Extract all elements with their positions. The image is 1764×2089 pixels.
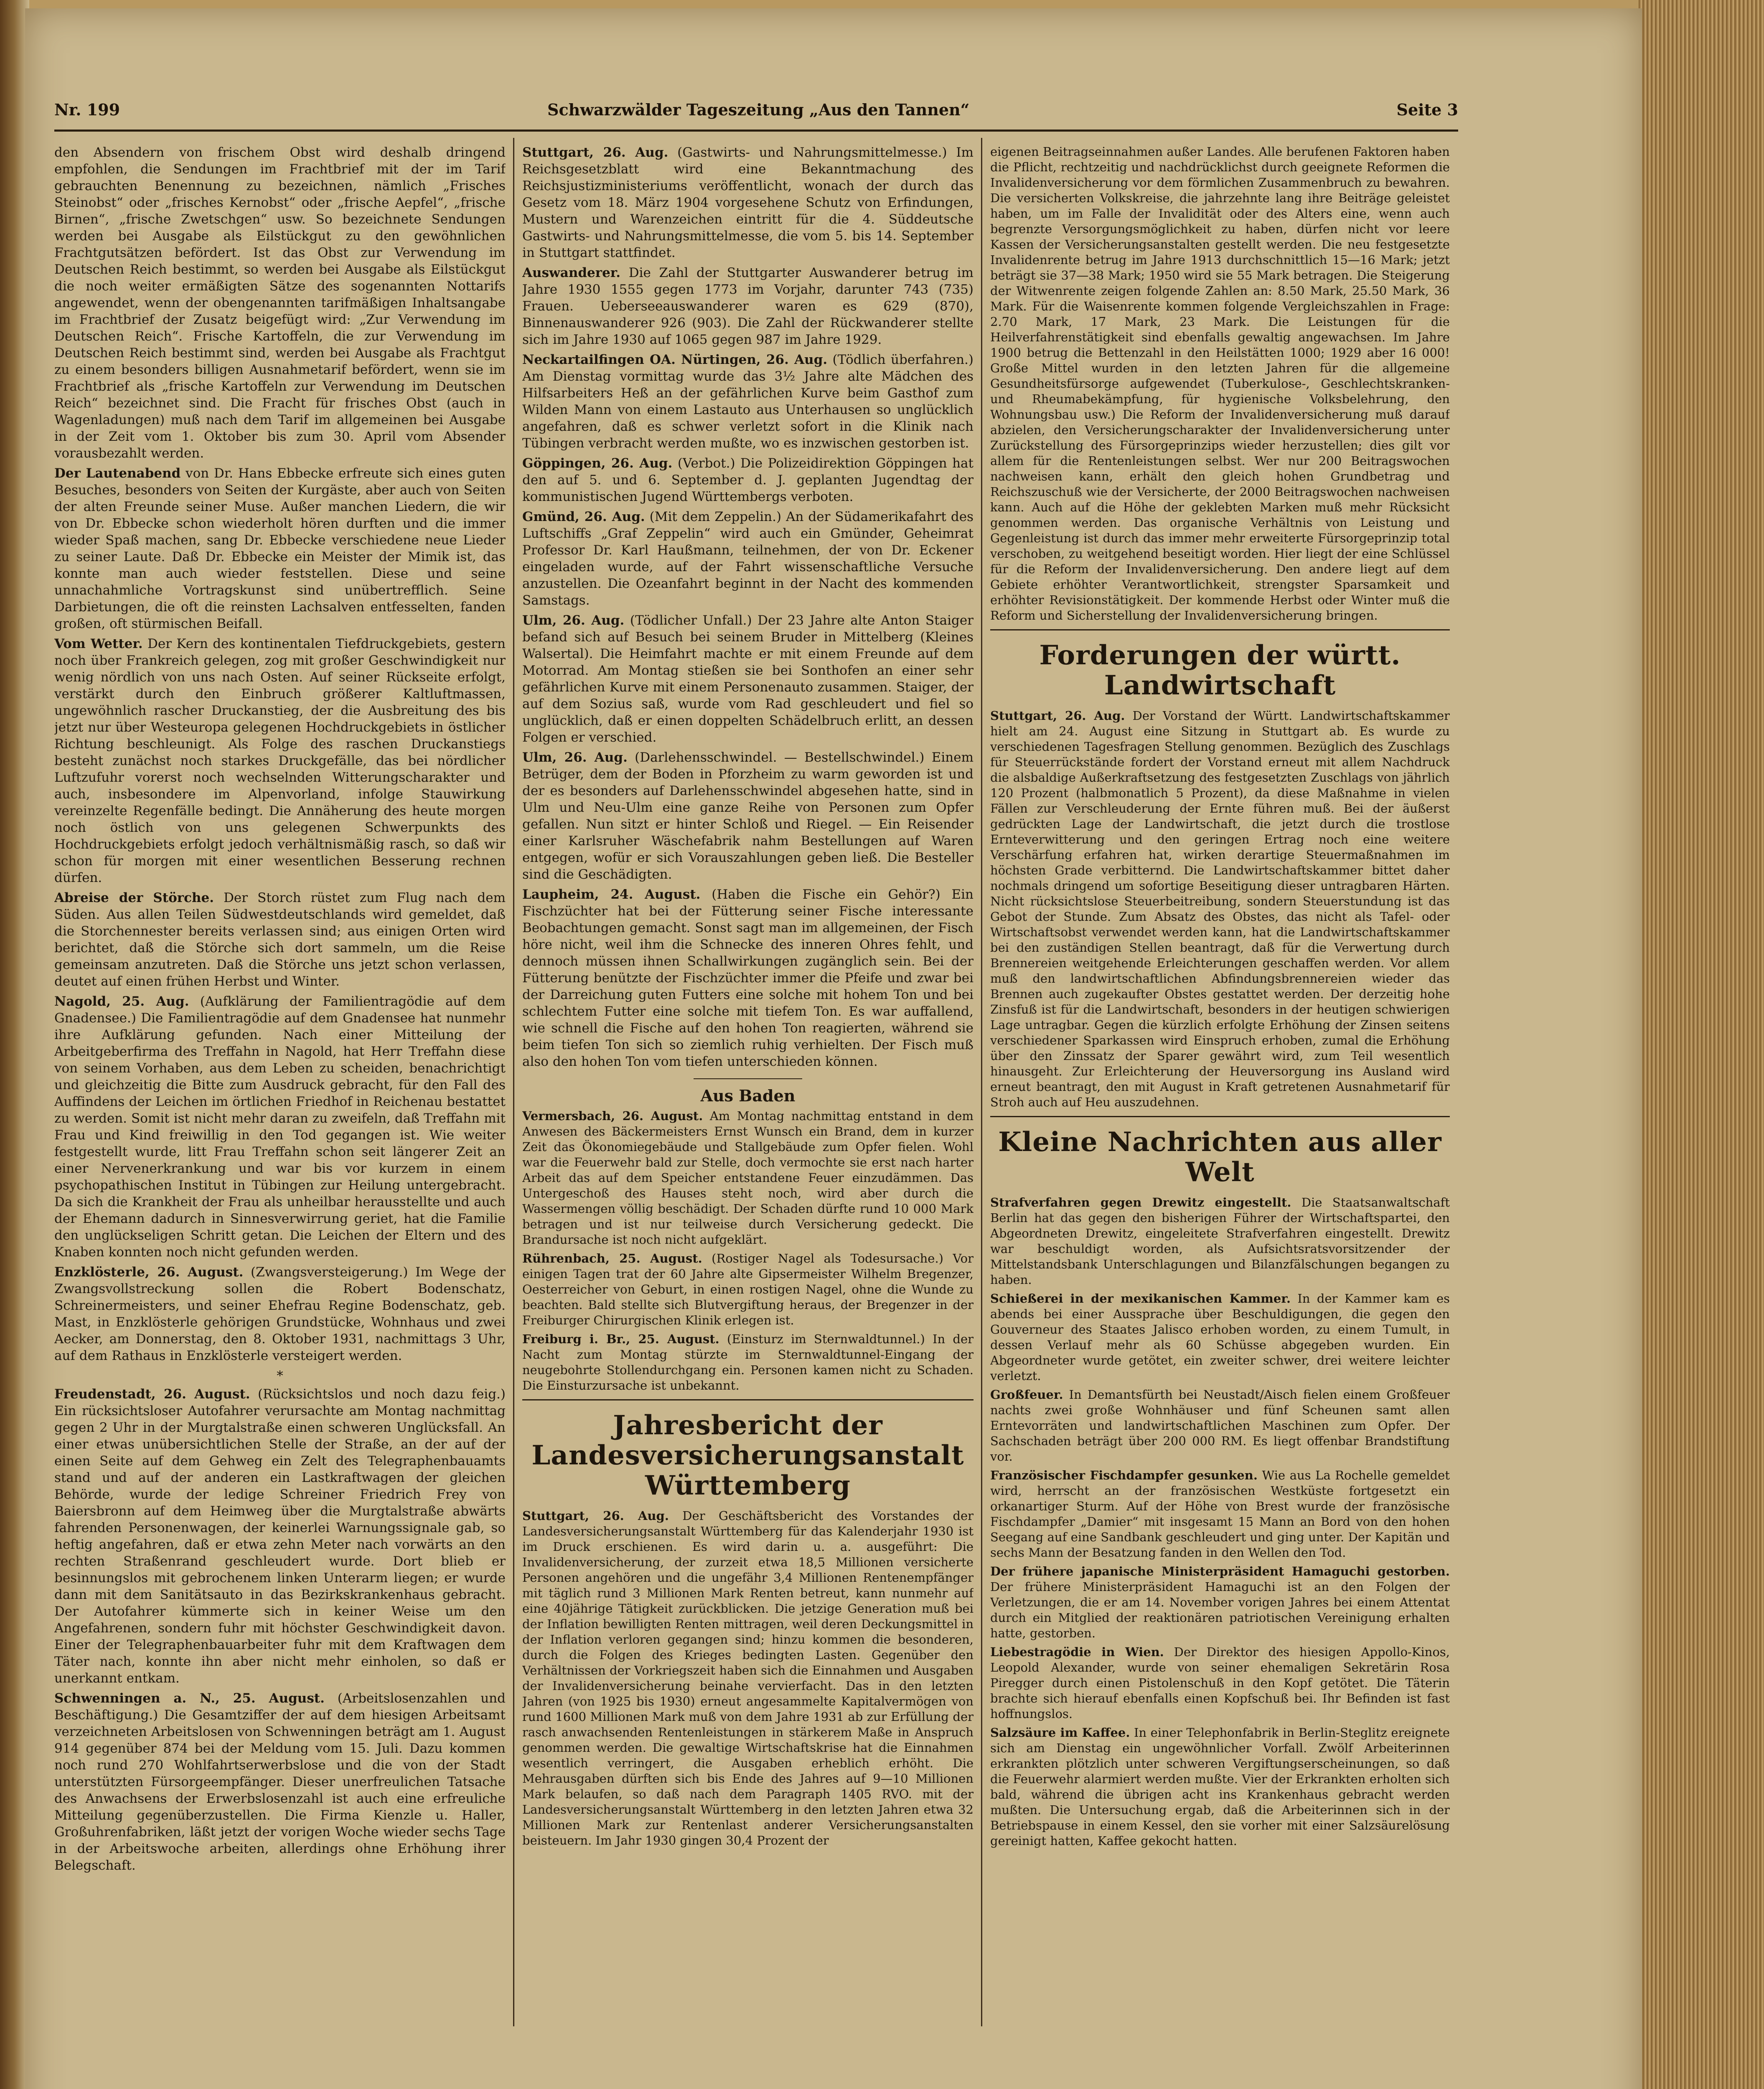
article-text: Die Zahl der Stuttgarter Auswanderer betrug im Jahre 1930 1555 gegen 1773 im Vorjahr, darunter 743 (735) Frauen. Ueberseeauswanderer waren es 629 (870), Binnenauswanderer 926 (903). Die Zahl der Rückwanderer stellte sich im Jahre 1930 auf 1065 gegen 987 im Jahre 1929. xyxy=(522,265,974,347)
article-text: (Mit dem Zeppelin.) An der Südamerikafahrt des Luftschiffs „Graf Zeppelin“ wird auch ein Gmünder, Geheimrat Professor Dr. Karl Haußmann, teilnehmen, der von Dr. Eckener eingeladen wurde, auf der Fahrt wissenschaftliche Versuche anzustellen. Die Ozeanfahrt beginnt in der Nacht des kommenden Samstags. xyxy=(522,509,974,608)
article-text: (Zwangsversteigerung.) Im Wege der Zwangsvollstreckung sollen die Robert Bodenschatz, Schreinermeisters, und seiner Ehefrau Regine Bodenschatz, geb. Mast, in Enzklösterle gehörigen Grundstücke, Wohnhaus und zwei Aecker, am Donnerstag, den 8. Oktober 1931, nachmittags 3 Uhr, auf dem Rathaus in Enzklösterle versteigert werden. xyxy=(54,1265,506,1363)
article-lead: Französischer Fischdampfer gesunken. xyxy=(990,1468,1258,1482)
article xyxy=(54,993,506,1261)
article-lead: Nagold, 25. Aug. xyxy=(54,994,189,1009)
article-text: Der Geschäftsbericht des Vorstandes der Landesversicherungsanstalt Württemberg für das Kalenderjahr 1930 ist im Druck erschienen. Es wird darin u. a. ausgeführt: Die Invalidenversicherung, der zurzeit etwa 18,5 Millionen versicherte Personen angehören und die ungefähr 3,4 Millionen Rentenempfänger mit täglich rund 3 Millionen Mark Renten betreut, kann nunmehr auf eine 40jährige Tätigkeit zurückblicken. Die jetzige Generation muß bei der Inflation bewilligten Renten mittragen, weil deren Deckungsmittel in der Inflation verloren gegangen sind; hinzu kommen die besonderen, durch die Folgen des Krieges bedingten Lasten. Gegenüber den Verhältnissen der Vorkriegszeit haben sich die Einnahmen und Ausgaben der Invalidenversicherung beinahe vervierfacht. Das in den letzten Jahren (von 1925 bis 1930) erneut angesammelte Kapitalvermögen von rund 1600 Millionen Mark muß von dem Jahre 1931 ab zur Erfüllung der rasch anwachsenden Rentenleistungen in stärkerem Maße in Anspruch genommen werden. Die gewaltige Wirtschaftskrise hat die Einnahmen wesentlich verringert, die Ausgaben erheblich erhöht. Die Mehrausgaben dürften sich bis Ende des Jahres auf 9—10 Millionen Mark belaufen, so daß nach dem Paragraph 1405 RVO. mit der Landesversicherungsanstalt Württemberg in den letzten Jahren etwa 32 Millionen Mark zur Rentenlast anderer Versicherungsanstalten beisteuern. Im Jahr 1930 gingen 30,4 Prozent der xyxy=(522,1509,974,1848)
column-1 xyxy=(54,144,506,2049)
article xyxy=(990,1387,1450,1464)
article xyxy=(522,508,974,609)
issue-number: Nr. 199 xyxy=(54,100,120,119)
article-lead: Neckartailfingen OA. Nürtingen, 26. Aug. xyxy=(522,352,828,367)
article-text: Der Storch rüstet zum Flug nach dem Süden. Aus allen Teilen Südwestdeutschlands wird gemeldet, daß die Storchennester bereits verlassen sind; aus einigen Orten wird berichtet, daß die Störche sich dort sammeln, um die Reise gemeinsam anzutreten. Daß die Störche uns jetzt schon verlassen, deutet auf einen frühen Herbst und Winter. xyxy=(54,890,506,989)
article-text: In der Kammer kam es abends bei einer Aussprache über Beschuldigungen, die gegen den Gouverneur des Staates Jalisco erhoben worden, zu einem Tumult, in dessen Verlauf mehr als 60 Schüsse abgegeben wurden. Ein Abgeordneter wurde getötet, ein zweiter schwer, drei weitere leichter verletzt. xyxy=(990,1291,1450,1383)
article-lead: Der Lautenabend xyxy=(54,466,181,481)
article-lead: Abreise der Störche. xyxy=(54,890,214,905)
article-text: (Darlehensschwindel. — Bestellschwindel.) Einem Betrüger, dem der Boden in Pforzheim zu warm geworden ist und der es besonders auf Darlehensschwindel abgesehen hatte, sind in Ulm und Neu-Ulm eine ganze Reihe von Personen zum Opfer gefallen. Nun sitzt er hinter Schloß und Riegel. — Ein Reisender einer Karlsruher Wäschefabrik nahm Bestellungen auf Waren entgegen, wofür er sich Vorauszahlungen geben ließ. Die Besteller sind die Geschädigten. xyxy=(522,750,974,882)
masthead xyxy=(54,100,1458,130)
article xyxy=(522,1108,974,1248)
article xyxy=(54,465,506,632)
article xyxy=(522,1332,974,1393)
separator-star: * xyxy=(277,1368,283,1383)
article-lead: Stuttgart, 26. Aug. xyxy=(990,709,1125,723)
article-text: Der Direktor des hiesigen Appollo-Kinos, Leopold Alexander, wurde von seiner ehemaligen Sekretärin Rosa Piregger durch einen Pistolenschuß in den Kopf getötet. Die Täterin brachte sich hierauf ebenfalls einen Kopfschuß bei. Ihr Befinden ist fast hoffnungslos. xyxy=(990,1645,1450,1721)
section-heading-baden: Aus Baden xyxy=(700,1086,796,1105)
article-text: (Tödlicher Unfall.) Der 23 Jahre alte Anton Staiger befand sich auf Besuch bei seinem Bruder in Mittelberg (Kleines Walsertal). Die Heimfahrt machte er mit einem Freunde auf dem Motorrad. Am Montag stießen sie bei Sonthofen an einer sehr gefährlichen Kurve mit einem Personenauto zusammen. Staiger, der auf dem Sozius saß, wurde vom Rad geschleudert und fiel so unglücklich, daß er einen doppelten Schädelbruch erlitt, an dessen Folgen er verschied. xyxy=(522,613,974,745)
article-text: von Dr. Hans Ebbecke erfreute sich eines guten Besuches, besonders von Seiten der Kurgäste, aber auch von Seiten der alten Freunde seiner Muse. Außer manchen Liedern, die wir von Dr. Ebbecke schon wiederholt hören durften und die immer wieder Spaß machen, sang Dr. Ebbecke verschiedene neue Lieder zu seiner Laute. Daß Dr. Ebbecke ein Meister der Mimik ist, das konnte man auch wieder feststellen. Diese und seine unnachahmliche Vortragskunst sind unübertrefflich. Seine Darbietungen, die oft die reinsten Lachsalven entfesselten, fanden großen, oft stürmischen Beifall. xyxy=(54,466,506,631)
article xyxy=(990,1195,1450,1288)
article xyxy=(522,749,974,883)
article xyxy=(54,889,506,990)
article-lead: Vom Wetter. xyxy=(54,636,143,651)
article-text: (Tödlich überfahren.) Am Dienstag vormittag wurde das 3½ Jahre alte Mädchen des Hilfsarbeiters Heß an der gefährlichen Kurve beim Gasthof zum Wilden Mann von einem Lastauto aus Unterhausen so unglücklich angefahren, daß es schwer verletzt sofort in die Klinik nach Tübingen verbracht werden mußte, wo es inzwischen gestorben ist. xyxy=(522,352,974,451)
article-lead: Rührenbach, 25. August. xyxy=(522,1251,702,1266)
article-lead: Enzklösterle, 26. August. xyxy=(54,1265,244,1280)
article-text: In einer Telephonfabrik in Berlin-Steglitz ereignete sich am Dienstag ein ungewöhnlicher Vorfall. Zwölf Arbeiterinnen erkrankten plötzlich unter schweren Vergiftungserscheinungen, so daß die Feuerwehr alarmiert werden mußte. Vier der Erkrankten erholten sich bald, während die übrigen acht ins Krankenhaus gebracht werden mußten. Die Untersuchung ergab, daß die Arbeiterinnen sich in der Betriebspause in einem Kessel, den sie vorher mit einer Salzsäurelösung gereinigt hatten, Kaffee gekocht hatten. xyxy=(990,1726,1450,1848)
article-lead: Ulm, 26. Aug. xyxy=(522,750,628,765)
article-lead: Göppingen, 26. Aug. xyxy=(522,456,673,471)
article-lead: Stuttgart, 26. Aug. xyxy=(522,145,668,160)
column-3 xyxy=(990,144,1450,2049)
article xyxy=(990,1468,1450,1560)
column-rule xyxy=(513,138,514,2026)
article xyxy=(54,635,506,886)
article xyxy=(990,1291,1450,1384)
article-lead: Ulm, 26. Aug. xyxy=(522,613,625,628)
article-text: (Aufklärung der Familientragödie auf dem Gnadensee.) Die Familientragödie auf dem Gnadensee hat nunmehr ihre Aufklärung gefunden. Nach einer Mitteilung der Arbeitgeberfirma des Treffahn in Nagold, hat Herr Treffahn diese von seinem Vorhaben, aus dem Leben zu scheiden, benachrichtigt und gleichzeitig die Bitte zum Ausdruck gebracht, für den Fall des Auffindens der Leichen im örtlichen Friedhof in Reichenau bestattet zu werden. Somit ist nicht mehr daran zu zweifeln, daß Treffahn mit Frau und Kind freiwillig in den Tod gegangen ist. Wie weiter festgestellt wurde, litt Frau Treffahn schon seit längerer Zeit an einer Nervenerkrankung und war bis vor kurzem in einem psychopathischen Institut in Tübingen zur Heilung untergebracht. Da sich die Krankheit der Frau als unheilbar herausstellte und auch der Ehemann dadurch in Sinnesverwirrung geriet, hat die Familie den unglückseligen Schritt getan. Die Leichen der Eltern und des Knaben konnten noch nicht gefunden werden. xyxy=(54,994,506,1260)
article xyxy=(990,708,1450,1110)
masthead-rule xyxy=(54,130,1458,132)
article xyxy=(522,1251,974,1328)
article xyxy=(990,1725,1450,1849)
headline-kleine-nachrichten: Kleine Nachrichten aus aller Welt xyxy=(998,1126,1442,1188)
article xyxy=(522,886,974,1070)
column-2 xyxy=(522,144,974,2049)
article-text: Am Montag nachmittag entstand in dem Anwesen des Bäckermeisters Ernst Wunsch ein Brand, dem in kurzer Zeit das Ökonomiegebäude und Stallgebäude zum Opfer fielen. Wohl war die Feuerwehr bald zur Stelle, doch vermochte sie erst nach harter Arbeit das auf dem Speicher entstandene Feuer einzudämmen. Das Untergeschoß des Hauses steht noch, wird aber durch die Wassermengen völlig beschädigt. Der Schaden dürfte rund 10 000 Mark betragen und ist nur teilweise durch Versicherung gedeckt. Die Brandursache ist noch nicht aufgeklärt. xyxy=(522,1109,974,1247)
article-lead: Laupheim, 24. August. xyxy=(522,887,701,902)
article-lead: Auswanderer. xyxy=(522,265,621,280)
article xyxy=(522,455,974,505)
article xyxy=(54,1690,506,1874)
article-lead: Großfeuer. xyxy=(990,1388,1063,1402)
article-text: den Absendern von frischem Obst wird deshalb dringend empfohlen, die Sendungen im Frachtbrief mit der im Tarif gebrauchten Benennung zu bezeichnen, nämlich „Frisches Steinobst“ oder „frisches Kernobst“ oder „frische Aepfel“, „frische Birnen“, „frische Zwetschgen“ usw. So bezeichnete Sendungen werden bei Ausgabe als Eilstückgut zu den gewöhnlichen Frachtgutsätzen befördert. Ist das Obst zur Verwendung im Deutschen Reich bestimmt, so werden bei Ausgabe als Eilstückgut die noch weiter ermäßigten Sätze des sogenannten Nottarifs angewendet, wenn der obengenannten tarifmäßigen Inhaltsangabe im Frachtbrief der Zusatz beigefügt wird: „Zur Verwendung im Deutschen Reich“. Frische Kartoffeln, die zur Verwendung im Deutschen Reich bestimmt sind, werden bei Ausgabe als Frachtgut zu einem besonders billigen Ausnahmetarif befördert, wenn sie im Frachtbrief als „frische Kartoffeln zur Verwendung im Deutschen Reich“ bezeichnet sind. Die Fracht für frisches Obst (auch in Wagenladungen) muß nach dem Tarif im allgemeinen bei Ausgabe in der Zeit vom 1. Oktober bis zum 30. April vom Absender vorausbezahlt werden. xyxy=(54,145,506,461)
article-text: (Gastwirts- und Nahrungsmittelmesse.) Im Reichsgesetzblatt wird eine Bekanntmachung des Reichsjustizministeriums veröffentlicht, wonach der durch das Gesetz vom 18. März 1904 vorgesehene Schutz von Erfindungen, Mustern und Warenzeichen eintritt für die 4. Süddeutsche Gastwirts- und Nahrungsmittelmesse, die vom 5. bis 14. September in Stuttgart stattfindet. xyxy=(522,145,974,260)
section-rule xyxy=(990,629,1450,630)
article-lead: Strafverfahren gegen Drewitz eingestellt. xyxy=(990,1195,1291,1210)
article xyxy=(522,264,974,348)
article-lead: Gmünd, 26. Aug. xyxy=(522,509,645,524)
article-text: (Haben die Fische ein Gehör?) Ein Fischzüchter hat bei der Fütterung seiner Fische interessante Beobachtungen gemacht. Sonst sagt man im allgemeinen, der Fisch höre nicht, weil ihm die Schnecke des inneren Ohres fehlt, und dennoch müssen ihnen Schallwirkungen zugänglich sein. Bei der Fütterung benützte der Fischzüchter immer die Pfeife und zwar bei der Darreichung guten Futters eine solche mit hohem Ton und bei schlechtem Futter eine solche mit tiefem Ton. Es war auffallend, wie schnell die Fische auf den hohen Ton reagierten, während sie beim tiefen Ton sich so ziemlich ruhig verhielten. Der Fisch muß also den hohen Ton vom tiefen unterschieden können. xyxy=(522,887,974,1069)
article xyxy=(522,144,974,261)
article xyxy=(990,1644,1450,1722)
article-text: (Rostiger Nagel als Todesursache.) Vor einigen Tagen trat der 60 Jahre alte Gipsermeister Wilhelm Bregenzer, Oesterreicher von Geburt, in einen rostigen Nagel, ohne die Wunde zu beachten. Bald stellte sich Blutvergiftung heraus, der Bregenzer in der Freiburger Chirurgischen Klinik erlegen ist. xyxy=(522,1251,974,1327)
article xyxy=(522,1508,974,1848)
article xyxy=(990,1564,1450,1641)
column-rule xyxy=(981,138,982,2026)
article-text: (Einsturz im Sternwaldtunnel.) In der Nacht zum Montag stürzte im Sternwaldtunnel-Eingang der neugebohrte Stollendurchgang ein. Personen kamen nicht zu Schaden. Die Einsturzursache ist unbekannt. xyxy=(522,1332,974,1393)
article-lead: Salzsäure im Kaffee. xyxy=(990,1726,1130,1740)
article-text: (Rücksichtslos und noch dazu feig.) Ein rücksichtsloser Autofahrer verursachte am Montag nachmittag gegen 2 Uhr in der Murgtalstraße einen schweren Unglücksfall. An einer etwas unübersichtlichen Stelle der Straße, an der auf der einen Seite auf dem Gehweg ein Zelt des Telegraphenbauamts stand und auf der anderen ein Lastkraftwagen der gleichen Behörde, wurde der ledige Schreiner Friedrich Frey von Baiersbronn auf dem Heimweg über die Murgtalstraße abwärts fahrenden Personenwagen, der keinerlei Warnungssignale gab, so heftig angefahren, daß er etwa zehn Meter nach vorwärts an den rechten Straßenrand geschleudert wurde. Dort blieb er besinnungslos mit gebrochenem linken Unterarm liegen; er wurde dann mit dem Sanitätsauto in das Bezirkskrankenhaus gebracht. Der Autofahrer kümmerte sich in keiner Weise um den Angefahrenen, sondern fuhr mit höchster Geschwindigkeit davon. Einer der Telegraphenbauarbeiter fuhr mit dem Kraftwagen dem Täter nach, konnte ihn aber nicht mehr einholen, so daß er unerkannt entkam. xyxy=(54,1387,506,1686)
article-text: Die Staatsanwaltschaft Berlin hat das gegen den bisherigen Führer der Wirtschaftspartei, den Abgeordneten Drewitz, eingeleitete Strafverfahren eingestellt. Drewitz war beschuldigt worden, als Aufsichtsratsvorsitzender der Mittelstandsbank Unterschlagungen und Bilanzfälschungen begangen zu haben. xyxy=(990,1195,1450,1287)
article-lead: Stuttgart, 26. Aug. xyxy=(522,1509,669,1523)
article-text: Wie aus La Rochelle gemeldet wird, herrscht an der französischen Westküste fortgesetzt ein orkanartiger Sturm. Auf der Höhe von Brest wurde der französische Fischdampfer „Damier“ mit insgesamt 15 Mann an Bord von den hohen Seegang auf eine Sandbank geschleudert und ging unter. Der Kapitän und sechs Mann der Besatzung fanden in den Wellen den Tod. xyxy=(990,1468,1450,1560)
article-text: (Verbot.) Die Polizeidirektion Göppingen hat den auf 5. und 6. September d. J. geplanten Jugendtag der kommunistischen Jugend Württembergs verboten. xyxy=(522,456,974,504)
article-text: In Demantsfürth bei Neustadt/Aisch fielen einem Großfeuer nachts zwei große Wohnhäuser und fünf Scheunen samt allen Erntevorräten und landwirtschaftlichen Maschinen zum Opfer. Der Sachschaden beträgt über 200 000 RM. Es liegt offenbar Brandstiftung vor. xyxy=(990,1388,1450,1464)
article-lead: Schießerei in der mexikanischen Kammer. xyxy=(990,1291,1291,1306)
section-rule xyxy=(694,1078,802,1079)
headline-jahresbericht: Jahresbericht der Landesversicherungsanstalt Württemberg xyxy=(531,1410,964,1501)
newspaper-title: Schwarzwälder Tageszeitung „Aus den Tannen“ xyxy=(547,100,970,119)
article-text: (Arbeitslosenzahlen und Beschäftigung.) Die Gesamtziffer der auf dem hiesigen Arbeitsamt verzeichneten Arbeitslosen von Schwenningen beträgt am 1. August 914 gegenüber 874 bei der Meldung vom 15. Juli. Dazu kommen noch rund 270 Wohlfahrtserwerbslose und die von der Stadt unterstützten Fürsorgeempfänger. Dieser unerfreulichen Tatsache des Anwachsens der Erwerbslosenzahl ist auch eine erfreuliche Mitteilung gegenüberzustellen. Die Firma Kienzle u. Haller, Großuhrenfabriken, läßt jetzt der vorigen Woche wieder sechs Tage in der Arbeitswoche arbeiten, allerdings ohne Erhöhung ihrer Belegschaft. xyxy=(54,1691,506,1873)
article-text: Der Kern des kontinentalen Tiefdruckgebiets, gestern noch über Frankreich gelegen, zog mit großer Geschwindigkeit nur wenig nördlich von uns nach Osten. Auf seiner Rückseite erfolgt, verstärkt durch den Einbruch größerer Kaltluftmassen, ungewöhnlich rascher Druckanstieg, der die Ausbreitung des bis jetzt nur über Westeuropa gelegenen Hochdruckgebiets in östlicher Richtung beschleunigt. Als Folge des raschen Druckanstiegs besteht zunächst noch starkes Druckgefälle, das bei nördlicher Luftzufuhr vorerst noch wechselnden Witterungscharakter und auch, insbesondere im Alpenvorland, infolge Stauwirkung vereinzelte Regenfälle bedingt. Die Annäherung des heute morgen noch östlich von uns gelegenen Schwerpunkts des Hochdruckgebiets erfolgt jedoch verhältnismäßig rasch, so daß wir schon für morgen mit einer wesentlichen Besserung rechnen dürfen. xyxy=(54,636,506,885)
page-number: Seite 3 xyxy=(1396,100,1458,119)
article-lead: Freudenstadt, 26. August. xyxy=(54,1387,250,1402)
page-stack-edge xyxy=(1639,0,1764,2089)
article xyxy=(522,351,974,452)
article-lead: Der frühere japanische Ministerpräsident Hamaguchi gestorben. xyxy=(990,1564,1450,1578)
article xyxy=(54,1264,506,1364)
article-lead: Schwenningen a. N., 25. August. xyxy=(54,1691,325,1706)
article xyxy=(54,1386,506,1687)
article-text: eigenen Beitragseinnahmen außer Landes. Alle berufenen Faktoren haben die Pflicht, rechtzeitig und nachdrücklichst durch geeignete Reformen die Invalidenversicherung vor dem förmlichen Zusammenbruch zu bewahren. Die versicherten Volkskreise, die jahrzehnte lang ihre Beiträge geleistet haben, um im Falle der Invalidität oder des Alters eine, wenn auch begrenzte Versorgungsmöglichkeit zu haben, dürfen nicht vor leere Kassen der Versicherungsanstalten gestellt werden. Die neu festgesetzte Invalidenrente betrug im Jahre 1913 durchschnittlich 15—16 Mark; jetzt beträgt sie 37—38 Mark; 1950 wird sie 55 Mark betragen. Die Steigerung der Witwenrente zeigen folgende Zahlen an: 8.50 Mark, 25.50 Mark, 36 Mark. Für die Waisenrente kommen folgende Vergleichszahlen in Frage: 2.70 Mark, 17 Mark, 23 Mark. Die Leistungen für die Heilverfahrenstätigkeit sind ebenfalls gewaltig angewachsen. Im Jahre 1900 betrug die Bettenzahl in den Heilstätten 1000; 1929 aber 16 000! Große Mittel wurden in den letzten Jahren für die allgemeine Gesundheitsfürsorge aufgewendet (Tuberkulose-, Geschlechtskranken- und Rheumabekämpfung, für hygienische Volksbelehrung, den Wohnungsbau usw.) Die Reform der Invalidenversicherung muß darauf abzielen, den Versicherungscharakter der Invalidenversicherung unter Zurückstellung des Fürsorgeprinzips wieder herzustellen; dies gilt vor allem für die Rentenleistungen selbst. Wer nur 200 Beitragswochen nachweisen kann, erhält den gleich hohen Grundbetrag und Reichszuschuß wie der Versicherte, der 2000 Beitragswochen nachweisen kann. Auch auf die Höhe der geklebten Marken muß mehr Rücksicht genommen werden. Das organische Verhältnis von Leistung und Gegenleistung ist durch das immer mehr erweiterte Fürsorgeprinzip total verschoben, zu weitgehend beseitigt worden. Hier liegt der eine Schlüssel für die Reform der Invalidenversicherung. Den andere liegt auf dem Gebiete erhöhter Verantwortlichkeit, strengster Sparsamkeit und erhöhter Revisionstätigkeit. Der kommende Herbst oder Winter muß die Reform und Sicherstellung der Invalidenversicherung bringen. xyxy=(990,145,1450,623)
article-text: Der Vorstand der Württ. Landwirtschaftskammer hielt am 24. August eine Sitzung in Stuttgart ab. Es wurde zu verschiedenen Tagesfragen Stellung genommen. Bezüglich des Zuschlags für Steuerrückstände fordert der Vorstand erneut mit allem Nachdruck die alsbaldige Außerkraftsetzung des festgesetzten Zuschlags von jährlich 120 Prozent (halbmonatlich 5 Prozent), da diese Maßnahme in vielen Fällen zur Verschleuderung der Ernte führen muß. Bei der äußerst gedrückten Lage der Landwirtschaft, die jetzt durch die trostlose Ernteverwitterung und den geringen Ertrag noch eine weitere Verschärfung erfahren hat, wirken derartige Steuermaßnahmen im höchsten Grade verbitternd. Die Landwirtschaftskammer bittet daher nochmals dringend um sofortige Beseitigung dieser untragbaren Härten. Nicht rücksichtslose Steuerbeitreibung, sondern Steuerstundung ist das Gebot der Stunde. Zum Absatz des Obstes, das nicht als Tafel- oder Wirtschaftsobst verwendet werden kann, hat die Landwirtschaftskammer bei den zuständigen Stellen beantragt, daß für die Verwertung durch Brennereien weitgehende Erleichterungen geschaffen werden. Vor allem muß den landwirtschaftlichen Abfindungsbrennereien wieder das Brennen auch zugekaufter Obstes gestattet werden. Der derzeitig hohe Zinsfuß ist für die Landwirtschaft, besonders in der heutigen schwierigen Lage untragbar. Gegen die kürzlich erfolgte Erhöhung der Zinsen seitens verschiedener Sparkassen wird Einspruch erhoben, zumal die Erhöhung über den Zinssatz der Sparer gewährt wird, zum Teil wesentlich hinausgeht. Zur Erleichterung der Heuversorgung ins Ausland wird erneut beantragt, den mit August in Kraft getretenen Ausnahmetarif für Stroh auch auf Heu auszudehnen. xyxy=(990,709,1450,1109)
article-text: Der frühere Ministerpräsident Hamaguchi ist an den Folgen der Verletzungen, die er am 14. November vorigen Jahres bei einem Attentat durch ein Mitglied der reaktionären patriotischen Vereinigung erhalten hatte, gestorben. xyxy=(990,1580,1450,1640)
article-lead: Liebestragödie in Wien. xyxy=(990,1645,1164,1659)
section-rule xyxy=(990,1116,1450,1117)
article-lead: Vermersbach, 26. August. xyxy=(522,1109,703,1123)
article-lead: Freiburg i. Br., 25. August. xyxy=(522,1332,719,1346)
section-rule xyxy=(522,1399,974,1400)
article xyxy=(522,612,974,746)
headline-landwirtschaft: Forderungen der württ. Landwirtschaft xyxy=(1039,640,1401,701)
